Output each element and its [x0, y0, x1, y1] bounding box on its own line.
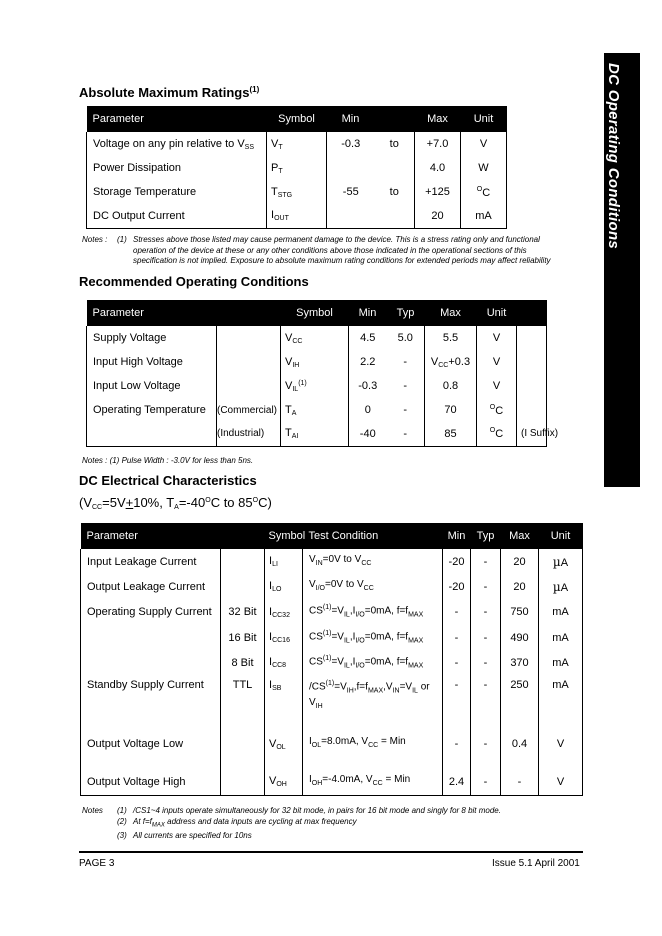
- width-cell: 32 Bit: [221, 599, 265, 625]
- qualifier-cell: [217, 374, 281, 398]
- symbol-cell: PT: [267, 156, 327, 180]
- rec-op-table: [86, 300, 559, 447]
- table-row: [81, 625, 583, 650]
- column-header: Test Condition: [303, 523, 443, 549]
- typ-cell: -: [387, 422, 425, 446]
- typ-cell: -: [471, 625, 501, 650]
- min-cell: -0.3: [349, 374, 387, 398]
- unit-cell: $^O$C: [461, 180, 507, 204]
- table-row: [87, 350, 547, 374]
- typ-cell: -: [471, 574, 501, 599]
- max-cell: +125: [415, 180, 461, 204]
- min-cell: -: [443, 599, 471, 625]
- column-header: Symbol: [265, 523, 303, 549]
- table-row: [81, 650, 583, 675]
- abs-max-notes: Notes : (1) Stresses above those listed may cause permanent damage to the device. This is a stress rating only and functional operation of the device at these or any other conditions above those indicated in the operational sections of this specification is not implied. Exposure to absolute maximum rating conditions for extended periods may affect reliability: [82, 235, 551, 265]
- parameter-cell: Power Dissipation: [87, 156, 267, 180]
- min-cell: -: [443, 625, 471, 650]
- abs-max-header-row: [87, 106, 507, 132]
- column-header: Min: [327, 106, 375, 132]
- symbol-cell: VIL$^{(1)}$: [281, 374, 349, 398]
- test-condition-cell: $V_{I/O}=0V$ to $V_{CC}$: [303, 574, 443, 599]
- parameter-cell: DC Output Current: [87, 204, 267, 228]
- max-cell: 20: [415, 204, 461, 228]
- section-sidebar-tab: [604, 53, 640, 487]
- max-cell: 0.8: [425, 374, 477, 398]
- suffix-cell: [517, 398, 547, 422]
- table-row: [87, 374, 547, 398]
- max-cell: 490: [501, 625, 539, 650]
- symbol-cell: ILI: [265, 549, 303, 574]
- table-row: [81, 549, 583, 574]
- column-header: Max: [425, 300, 477, 326]
- dc-elec-title: DC Electrical Characteristics: [79, 473, 257, 488]
- symbol-cell: VT: [267, 132, 327, 156]
- typ-cell: -: [471, 549, 501, 574]
- typ-cell: -: [471, 650, 501, 675]
- max-cell: 4.0: [415, 156, 461, 180]
- column-header: Unit: [461, 106, 507, 132]
- unit-cell: µA: [539, 574, 583, 599]
- unit-cell: mA: [539, 675, 583, 719]
- min-cell: -: [443, 719, 471, 769]
- column-header: Typ: [471, 523, 501, 549]
- column-header: Min: [443, 523, 471, 549]
- max-cell: +7.0: [415, 132, 461, 156]
- parameter-cell: Supply Voltage: [87, 326, 217, 350]
- min-cell: -20: [443, 574, 471, 599]
- min-cell: -55: [342, 186, 359, 198]
- table-row: [87, 398, 547, 422]
- sidebar-title: DC Operating Conditions: [605, 63, 622, 250]
- symbol-cell: VOH: [265, 769, 303, 795]
- max-cell: 20: [501, 549, 539, 574]
- max-cell: 70: [425, 398, 477, 422]
- parameter-cell: Output Voltage Low: [81, 719, 221, 769]
- table-row: [87, 156, 507, 180]
- unit-cell: mA: [539, 599, 583, 625]
- min-cell: 0: [349, 398, 387, 422]
- width-cell: TTL: [221, 675, 265, 719]
- qualifier-cell: (Commercial): [217, 398, 281, 422]
- symbol-cell: IOUT: [267, 204, 327, 228]
- range-to-cell: to: [389, 138, 399, 150]
- column-header: [375, 106, 415, 132]
- typ-cell: -: [471, 675, 501, 719]
- min-cell: 2.4: [443, 769, 471, 795]
- symbol-cell: TAI: [281, 422, 349, 446]
- min-cell: 4.5: [349, 326, 387, 350]
- min-cell: -0.3: [341, 138, 361, 150]
- column-header: Parameter: [81, 523, 221, 549]
- test-condition-cell: $CS^{(1)}=V_{IL},I_{I/O}=0mA$, $f=f_{MAX}$: [303, 650, 443, 675]
- typ-cell: -: [471, 719, 501, 769]
- parameter-cell: Operating Supply Current: [81, 599, 221, 625]
- suffix-cell: [517, 374, 547, 398]
- column-header: [217, 300, 281, 326]
- column-header: Parameter: [87, 300, 217, 326]
- parameter-cell: [87, 422, 217, 446]
- dc-elec-header-row: [81, 523, 583, 549]
- abs-max-title: Absolute Maximum Ratings$^{(1)}$: [79, 85, 260, 100]
- symbol-cell: ILO: [265, 574, 303, 599]
- qualifier-cell: [217, 350, 281, 374]
- column-header: [517, 300, 547, 326]
- unit-cell: mA: [539, 650, 583, 675]
- symbol-cell: ICC8: [265, 650, 303, 675]
- max-cell: 85: [425, 422, 477, 446]
- width-cell: [221, 719, 265, 769]
- symbol-cell: ICC16: [265, 625, 303, 650]
- min-cell: [327, 204, 375, 228]
- max-cell: 250: [501, 675, 539, 719]
- typ-cell: -: [471, 599, 501, 625]
- table-row: [81, 599, 583, 625]
- parameter-cell: Output Leakage Current: [81, 574, 221, 599]
- parameter-cell: Operating Temperature: [87, 398, 217, 422]
- range-to-cell: to: [389, 186, 399, 198]
- qualifier-cell: (Industrial): [217, 422, 281, 446]
- column-header: Min: [349, 300, 387, 326]
- test-condition-cell: $V_{IN}=0V$ to $V_{CC}$: [303, 549, 443, 574]
- symbol-cell: VOL: [265, 719, 303, 769]
- symbol-cell: TA: [281, 398, 349, 422]
- max-cell: VCC+0.3: [425, 350, 477, 374]
- min-cell: [327, 156, 375, 180]
- footer-divider: [79, 851, 583, 853]
- test-condition-cell: $I_{OL}=8.0mA$, $V_{CC}$ = Min: [303, 719, 443, 769]
- max-cell: 370: [501, 650, 539, 675]
- symbol-cell: VIH: [281, 350, 349, 374]
- width-cell: 16 Bit: [221, 625, 265, 650]
- parameter-cell: Standby Supply Current: [81, 675, 221, 719]
- min-cell: -: [443, 650, 471, 675]
- column-header: Unit: [539, 523, 583, 549]
- min-cell: -: [443, 675, 471, 719]
- issue-date: Issue 5.1 April 2001: [492, 858, 580, 869]
- typ-cell: -: [403, 404, 408, 416]
- table-row: [81, 675, 583, 719]
- parameter-cell: [81, 650, 221, 675]
- unit-cell: V: [477, 350, 517, 374]
- max-cell: 0.4: [501, 719, 539, 769]
- column-header: Symbol: [267, 106, 327, 132]
- parameter-cell: Voltage on any pin relative to VSS: [87, 132, 267, 156]
- max-cell: -: [501, 769, 539, 795]
- table-row: [81, 574, 583, 599]
- width-cell: [221, 549, 265, 574]
- unit-cell: V: [477, 374, 517, 398]
- unit-cell: $^O$C: [477, 422, 517, 446]
- max-cell: 20: [501, 574, 539, 599]
- table-row: [87, 422, 547, 446]
- parameter-cell: [81, 625, 221, 650]
- test-condition-cell: $/CS^{(1)}=V_{IH},f=f_{MAX},V_{IN}=V_{IL}$ or $V_{IH}$: [303, 675, 443, 719]
- table-row: [87, 204, 507, 228]
- column-header: Unit: [477, 300, 517, 326]
- table-row: [81, 719, 583, 769]
- rec-op-title: Recommended Operating Conditions: [79, 274, 309, 289]
- width-cell: [221, 769, 265, 795]
- footnote: (1) /CS1~4 inputs operate simultaneously for 32 bit mode, in pairs for 16 bit mode and singly for 8 bit mode.: [117, 806, 501, 815]
- suffix-cell: [517, 326, 547, 350]
- table-row: [87, 180, 507, 204]
- unit-cell: $^O$C: [477, 398, 517, 422]
- column-header: Parameter: [87, 106, 267, 132]
- symbol-cell: TSTG: [267, 180, 327, 204]
- unit-cell: V: [477, 326, 517, 350]
- parameter-cell: Output Voltage High: [81, 769, 221, 795]
- parameter-cell: Input Leakage Current: [81, 549, 221, 574]
- typ-cell: 5.0: [397, 332, 413, 344]
- width-cell: [221, 574, 265, 599]
- unit-cell: mA: [539, 625, 583, 650]
- table-row: [81, 769, 583, 795]
- parameter-cell: Input Low Voltage: [87, 374, 217, 398]
- column-header: Max: [415, 106, 461, 132]
- abs-max-table: [86, 106, 507, 229]
- dc-elec-table: [80, 523, 583, 796]
- symbol-cell: ISB: [265, 675, 303, 719]
- typ-cell: -: [403, 356, 408, 368]
- rec-op-notes: Notes : (1) Pulse Width : -3.0V for less than 5ns.: [82, 456, 254, 465]
- min-cell: -20: [443, 549, 471, 574]
- typ-cell: -: [471, 769, 501, 795]
- symbol-cell: VCC: [281, 326, 349, 350]
- parameter-cell: Storage Temperature: [87, 180, 267, 204]
- test-condition-cell: $CS^{(1)}=V_{IL},I_{I/O}=0mA$, $f=f_{MAX}$: [303, 599, 443, 625]
- dc-elec-notes: Notes (1) /CS1~4 inputs operate simultaneously for 32 bit mode, in pairs for 16 bit mode and singly for 8 bit mode. (2) At $f=f_{MAX}$ address and data inputs are cycling at max frequency (3) All currents are specified for 10ns: [82, 806, 501, 840]
- column-header: Typ: [387, 300, 425, 326]
- test-condition-cell: $CS^{(1)}=V_{IL},I_{I/O}=0mA$, $f=f_{MAX}$: [303, 625, 443, 650]
- rec-op-header-row: [87, 300, 547, 326]
- unit-cell: mA: [461, 204, 507, 228]
- range-to-cell: [375, 204, 415, 228]
- unit-cell: µA: [539, 549, 583, 574]
- range-to-cell: [375, 156, 415, 180]
- qualifier-cell: [217, 326, 281, 350]
- unit-cell: W: [461, 156, 507, 180]
- dc-elec-conditions: (VCC=5V+10%, $TA=-40^OC$ to $85^OC$): [79, 495, 272, 511]
- unit-cell: V: [539, 719, 583, 769]
- column-header: [221, 523, 265, 549]
- unit-cell: V: [461, 132, 507, 156]
- suffix-cell: (I Suffix): [517, 422, 547, 446]
- page-number: PAGE 3: [79, 858, 115, 869]
- symbol-cell: ICC32: [265, 599, 303, 625]
- typ-cell: -: [403, 380, 408, 392]
- max-cell: 5.5: [425, 326, 477, 350]
- footnote: (3) All currents are specified for 10ns: [117, 830, 252, 840]
- suffix-cell: [517, 350, 547, 374]
- parameter-cell: Input High Voltage: [87, 350, 217, 374]
- table-row: [87, 326, 547, 350]
- test-condition-cell: $I_{OH}=-4.0mA$, $V_{CC}$ = Min: [303, 769, 443, 795]
- footnote: (2) At $f=f_{MAX}$ address and data inputs are cycling at max frequency: [117, 816, 357, 829]
- column-header: Max: [501, 523, 539, 549]
- min-cell: 2.2: [349, 350, 387, 374]
- min-cell: -40: [349, 422, 387, 446]
- width-cell: 8 Bit: [221, 650, 265, 675]
- column-header: Symbol: [281, 300, 349, 326]
- table-row: [87, 132, 507, 156]
- max-cell: 750: [501, 599, 539, 625]
- unit-cell: V: [539, 769, 583, 795]
